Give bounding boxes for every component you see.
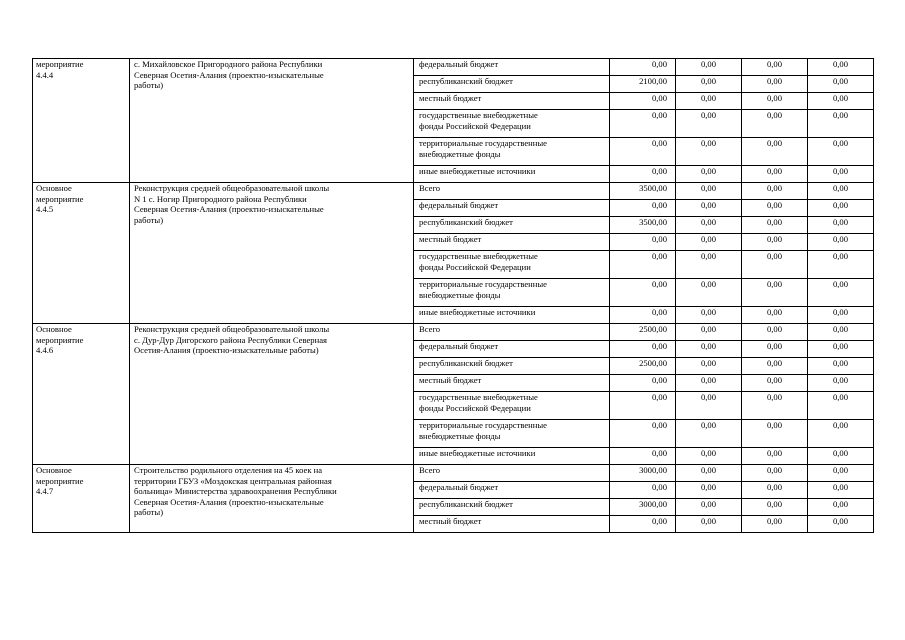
funding-source: федеральный бюджет <box>414 341 610 358</box>
amount-cell: 2100,00 <box>610 76 676 93</box>
amount-cell: 0,00 <box>808 358 874 375</box>
amount-cell: 3000,00 <box>610 499 676 516</box>
amount-cell: 0,00 <box>742 279 808 307</box>
activity-description-cell <box>130 324 414 465</box>
amount-cell: 0,00 <box>676 448 742 465</box>
amount-cell: 0,00 <box>610 138 676 166</box>
amount-cell: 0,00 <box>610 251 676 279</box>
funding-source: территориальные государственные внебюджетные фонды <box>414 138 610 166</box>
activity-name-cell <box>33 183 130 324</box>
amount-cell: 0,00 <box>808 324 874 341</box>
amount-cell: 0,00 <box>676 465 742 482</box>
amount-cell: 0,00 <box>676 251 742 279</box>
table-row <box>33 59 874 76</box>
amount-cell: 0,00 <box>742 183 808 200</box>
funding-source: республиканский бюджет <box>414 499 610 516</box>
amount-cell: 0,00 <box>808 234 874 251</box>
amount-cell: 0,00 <box>676 392 742 420</box>
amount-cell: 0,00 <box>742 499 808 516</box>
amount-cell: 0,00 <box>742 358 808 375</box>
amount-cell: 0,00 <box>676 482 742 499</box>
amount-cell: 0,00 <box>808 110 874 138</box>
amount-cell: 0,00 <box>610 166 676 183</box>
amount-cell: 0,00 <box>610 448 676 465</box>
table-row <box>33 465 874 482</box>
amount-cell: 3500,00 <box>610 183 676 200</box>
amount-cell: 0,00 <box>610 200 676 217</box>
funding-source: федеральный бюджет <box>414 59 610 76</box>
amount-cell: 0,00 <box>676 93 742 110</box>
amount-cell: 0,00 <box>808 166 874 183</box>
funding-source: республиканский бюджет <box>414 358 610 375</box>
activity-name-cell <box>33 324 130 465</box>
amount-cell: 0,00 <box>676 307 742 324</box>
amount-cell: 0,00 <box>742 392 808 420</box>
amount-cell: 0,00 <box>742 482 808 499</box>
activity-name: Основное мероприятие 4.4.6 <box>36 324 84 356</box>
amount-cell: 3500,00 <box>610 217 676 234</box>
amount-cell: 0,00 <box>742 93 808 110</box>
amount-cell: 0,00 <box>742 138 808 166</box>
amount-cell: 0,00 <box>808 59 874 76</box>
amount-cell: 0,00 <box>610 110 676 138</box>
amount-cell: 0,00 <box>610 392 676 420</box>
funding-table <box>32 58 874 533</box>
funding-source: местный бюджет <box>414 375 610 392</box>
amount-cell: 0,00 <box>610 307 676 324</box>
amount-cell: 0,00 <box>808 93 874 110</box>
funding-source: местный бюджет <box>414 234 610 251</box>
amount-cell: 0,00 <box>610 482 676 499</box>
amount-cell: 0,00 <box>742 341 808 358</box>
amount-cell: 0,00 <box>808 251 874 279</box>
funding-source: Всего <box>414 183 610 200</box>
amount-cell: 0,00 <box>610 375 676 392</box>
amount-cell: 0,00 <box>610 234 676 251</box>
activity-description-cell <box>130 183 414 324</box>
amount-cell: 0,00 <box>742 217 808 234</box>
amount-cell: 0,00 <box>676 279 742 307</box>
funding-source: местный бюджет <box>414 516 610 533</box>
funding-source: государственные внебюджетные фонды Российской Федерации <box>414 110 610 138</box>
amount-cell: 0,00 <box>742 448 808 465</box>
amount-cell: 0,00 <box>610 59 676 76</box>
amount-cell: 2500,00 <box>610 358 676 375</box>
amount-cell: 0,00 <box>742 76 808 93</box>
funding-source: Всего <box>414 324 610 341</box>
amount-cell: 0,00 <box>676 110 742 138</box>
amount-cell: 0,00 <box>676 200 742 217</box>
funding-source: иные внебюджетные источники <box>414 307 610 324</box>
funding-source: республиканский бюджет <box>414 76 610 93</box>
amount-cell: 0,00 <box>610 420 676 448</box>
amount-cell: 0,00 <box>610 516 676 533</box>
amount-cell: 0,00 <box>676 499 742 516</box>
amount-cell: 0,00 <box>742 251 808 279</box>
amount-cell: 0,00 <box>676 76 742 93</box>
funding-source: иные внебюджетные источники <box>414 166 610 183</box>
amount-cell: 0,00 <box>808 465 874 482</box>
amount-cell: 0,00 <box>808 341 874 358</box>
amount-cell: 0,00 <box>676 358 742 375</box>
amount-cell: 0,00 <box>808 448 874 465</box>
amount-cell: 0,00 <box>742 375 808 392</box>
amount-cell: 0,00 <box>742 465 808 482</box>
activity-description-cell <box>130 465 414 533</box>
amount-cell: 0,00 <box>676 217 742 234</box>
amount-cell: 0,00 <box>742 234 808 251</box>
amount-cell: 0,00 <box>676 341 742 358</box>
funding-source: местный бюджет <box>414 93 610 110</box>
amount-cell: 0,00 <box>808 375 874 392</box>
activity-name: Основное мероприятие 4.4.5 <box>36 183 84 215</box>
amount-cell: 0,00 <box>676 183 742 200</box>
activity-description: Реконструкция средней общеобразовательной школы N 1 с. Ногир Пригородного района Республики Северная Осетия-Алания (проектно-изыскательные работы) <box>134 183 330 225</box>
amount-cell: 0,00 <box>676 516 742 533</box>
funding-source: Всего <box>414 465 610 482</box>
amount-cell: 0,00 <box>610 279 676 307</box>
funding-source: иные внебюджетные источники <box>414 448 610 465</box>
amount-cell: 0,00 <box>610 93 676 110</box>
funding-source: территориальные государственные внебюджетные фонды <box>414 279 610 307</box>
amount-cell: 0,00 <box>808 392 874 420</box>
amount-cell: 0,00 <box>808 482 874 499</box>
amount-cell: 0,00 <box>742 59 808 76</box>
amount-cell: 0,00 <box>742 110 808 138</box>
funding-source: федеральный бюджет <box>414 200 610 217</box>
amount-cell: 0,00 <box>676 324 742 341</box>
amount-cell: 0,00 <box>742 516 808 533</box>
amount-cell: 0,00 <box>676 138 742 166</box>
amount-cell: 0,00 <box>742 324 808 341</box>
table-row <box>33 324 874 341</box>
funding-source: федеральный бюджет <box>414 482 610 499</box>
amount-cell: 0,00 <box>808 499 874 516</box>
amount-cell: 0,00 <box>742 200 808 217</box>
amount-cell: 0,00 <box>808 76 874 93</box>
activity-description: Строительство родильного отделения на 45 коек на территории ГБУЗ «Моздокская центральная районная больница» Министерства здравоохранения Республики Северная Осетия-Алания (проектно-изыскательные работы) <box>134 465 337 518</box>
amount-cell: 0,00 <box>808 138 874 166</box>
amount-cell: 0,00 <box>808 420 874 448</box>
amount-cell: 0,00 <box>808 200 874 217</box>
activity-description: Реконструкция средней общеобразовательной школы с. Дур-Дур Дигорского района Республики Северная Осетия-Алания (проектно-изыскательные работы) <box>134 324 330 356</box>
amount-cell: 0,00 <box>676 59 742 76</box>
amount-cell: 0,00 <box>742 420 808 448</box>
amount-cell: 0,00 <box>676 234 742 251</box>
activity-description: с. Михайловское Пригородного района Республики Северная Осетия-Алания (проектно-изыскательные работы) <box>134 59 324 91</box>
funding-source: территориальные государственные внебюджетные фонды <box>414 420 610 448</box>
activity-description-cell <box>130 59 414 183</box>
amount-cell: 0,00 <box>808 279 874 307</box>
funding-source: государственные внебюджетные фонды Российской Федерации <box>414 251 610 279</box>
amount-cell: 0,00 <box>808 183 874 200</box>
activity-name-cell <box>33 59 130 183</box>
amount-cell: 3000,00 <box>610 465 676 482</box>
amount-cell: 2500,00 <box>610 324 676 341</box>
amount-cell: 0,00 <box>610 341 676 358</box>
funding-source: республиканский бюджет <box>414 217 610 234</box>
activity-name: мероприятие 4.4.4 <box>36 59 84 80</box>
activity-name: Основное мероприятие 4.4.7 <box>36 465 84 497</box>
amount-cell: 0,00 <box>742 166 808 183</box>
activity-name-cell <box>33 465 130 533</box>
table-row <box>33 183 874 200</box>
amount-cell: 0,00 <box>808 516 874 533</box>
amount-cell: 0,00 <box>676 420 742 448</box>
funding-source: государственные внебюджетные фонды Российской Федерации <box>414 392 610 420</box>
amount-cell: 0,00 <box>742 307 808 324</box>
amount-cell: 0,00 <box>808 307 874 324</box>
amount-cell: 0,00 <box>676 375 742 392</box>
amount-cell: 0,00 <box>808 217 874 234</box>
amount-cell: 0,00 <box>676 166 742 183</box>
